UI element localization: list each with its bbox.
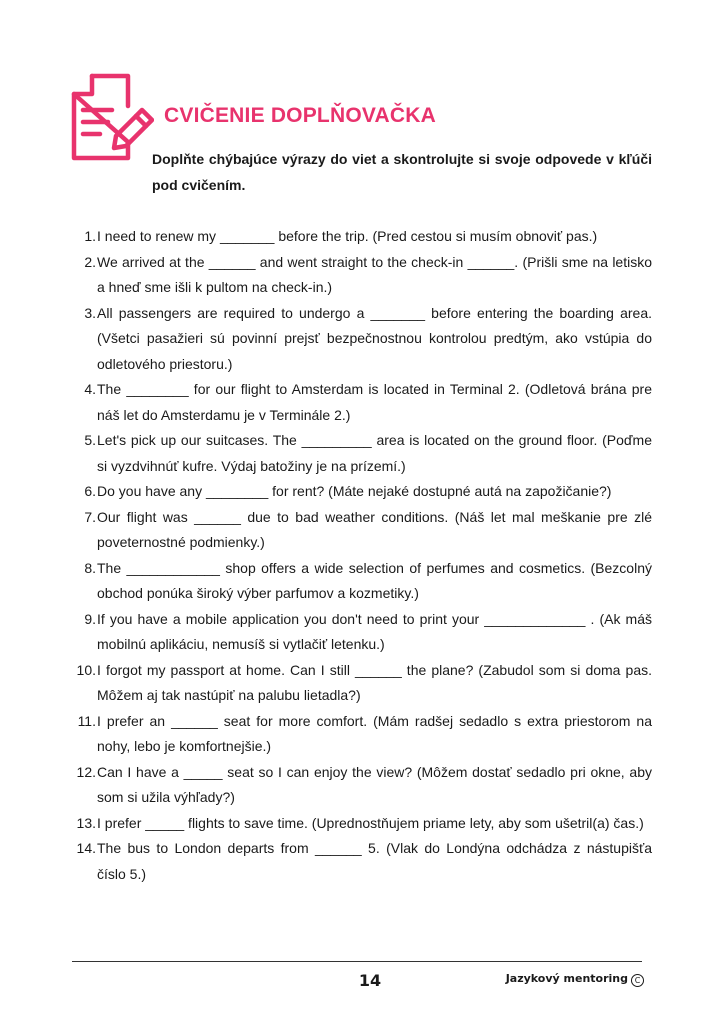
exercise-text: Can I have a _____ seat so I can enjoy the view? (Môžem dostať sedadlo pri okne, aby som si užila výhľady?) [97,763,652,805]
exercise-text: Do you have any ________ for rent? (Máte nejaké dostupné autá na zapožičanie?) [97,483,612,499]
exercise-item [70,836,652,887]
exercise-list [70,224,652,887]
document-pencil-icon [70,72,154,164]
exercise-number: 14. [76,840,96,856]
exercise-number: 3. [84,304,96,321]
exercise-number: 11. [77,712,96,729]
exercise-text: The ________ for our flight to Amsterdam is located in Terminal 2. (Odletová brána pre náš let do Amsterdamu je v Terminále 2.) [97,381,652,423]
exercise-item [70,428,652,479]
exercise-item [70,658,652,709]
exercise-item [70,760,652,811]
exercise-item [70,505,652,556]
exercise-text: The bus to London departs from ______ 5. (Vlak do Londýna odchádza z nástupišťa číslo 5.) [97,840,652,882]
footer-divider [72,961,642,962]
exercise-item [70,607,652,658]
exercise-number: 10. [76,661,96,678]
exercise-text: Let's pick up our suitcases. The _________ area is located on the ground floor. (Poďme si vyzdvihnúť kufre. Výdaj batožiny je na prízemí.) [97,432,652,474]
exercise-item [70,709,652,760]
exercise-number: 1. [84,228,96,244]
instructions-text: Doplňte chýbajúce výrazy do viet a skontrolujte si svoje odpovede v kľúči pod cvičením. [152,151,652,193]
exercise-text: I prefer an ______ seat for more comfort. (Mám radšej sedadlo s extra priestorom na nohy, lebo je komfortnejšie.) [97,712,652,754]
exercise-text: I prefer _____ flights to save time. (Uprednostňujem priame lety, aby som ušetril(a) čas.) [97,814,644,831]
copyright-icon: C [631,974,644,987]
exercise-text: Our flight was ______ due to bad weather conditions. (Náš let mal meškanie pre zlé poveternostné podmienky.) [97,508,652,550]
page-title: CVIČENIE DOPLŇOVAČKA [164,104,436,127]
exercise-number: 6. [84,483,96,499]
exercise-text: If you have a mobile application you don't need to print your _____________ . (Ak máš mobilnú aplikáciu, nemusíš si vytlačiť letenku.) [97,610,652,652]
exercise-number: 8. [84,559,96,576]
page-number: 14 [358,971,382,990]
exercise-number: 9. [84,610,96,627]
exercise-number: 4. [84,381,96,397]
exercise-item [70,224,652,250]
exercise-text: The ____________ shop offers a wide selection of perfumes and cosmetics. (Bezcolný obchod ponúka široký výber parfumov a kozmetiky.) [97,559,652,601]
exercise-number: 5. [84,432,96,448]
exercise-item [70,250,652,301]
exercise-item [70,377,652,428]
exercise-number: 7. [84,508,96,525]
exercise-text: We arrived at the ______ and went straight to the check-in ______. (Prišli sme na letisko a hneď sme išli k pultom na check-in.) [97,253,652,295]
exercise-text: All passengers are required to undergo a _______ before entering the boarding area. (Všetci pasažieri sú povinní prejsť bezpečnostnou kontrolou predtým, ako vstúpia do odletového priestoru.) [97,304,652,372]
exercise-item [70,556,652,607]
exercise-item [70,811,652,837]
footer-brand [506,972,644,987]
exercise-text: I need to renew my _______ before the trip. (Pred cestou si musím obnoviť pas.) [97,228,598,244]
exercise-text: I forgot my passport at home. Can I still ______ the plane? (Zabudol som si doma pas. Môžem aj tak nastúpiť na palubu lietadla?) [97,661,652,703]
exercise-item [70,479,652,505]
exercise-item [70,301,652,378]
exercise-number: 12. [76,763,96,780]
exercise-number: 2. [84,253,96,270]
brand-name: Jazykový mentoring [505,972,628,985]
exercise-number: 13. [76,814,96,831]
